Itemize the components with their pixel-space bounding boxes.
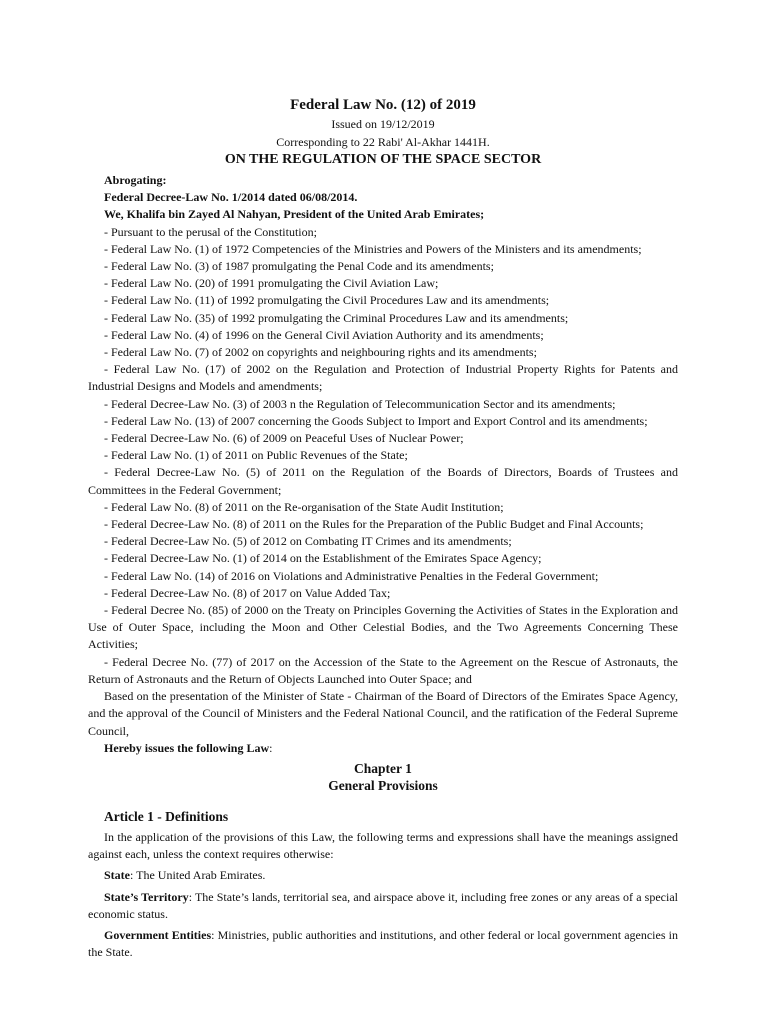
preamble-item: - Federal Decree No. (85) of 2000 on the Treaty on Principles Governing the Activities of States in the Exploration and Use of Outer Space, including the Moon and Other Celestial Bodies, and the Two Agreements Concerning These Activities;: [88, 603, 678, 652]
preamble-item: - Federal Law No. (17) of 2002 on the Regulation and Protection of Industrial Property Rights for Patents and Industrial Designs and Models and amendments;: [88, 362, 678, 394]
definition-text: : Ministries, public authorities and institutions, and other federal or local government agencies in the State.: [88, 927, 678, 960]
article-heading: Article 1 - Definitions: [104, 808, 229, 824]
preamble-item: - Federal Law No. (1) of 1972 Competencies of the Ministries and Powers of the Ministers and its amendments;: [104, 241, 642, 256]
preamble-item: - Federal Law No. (20) of 1991 promulgating the Civil Aviation Law;: [104, 276, 439, 291]
issuer-statement: We, Khalifa bin Zayed Al Nahyan, President of the United Arab Emirates;: [104, 207, 485, 222]
preamble-item: - Federal Decree-Law No. (5) of 2011 on the Regulation of the Boards of Directors, Boards of Trustees and Committees in the Federal Government;: [88, 465, 678, 497]
issues-label: Hereby issues the following Law: [104, 740, 270, 755]
preamble-item: - Pursuant to the perusal of the Constitution;: [104, 224, 317, 239]
preamble-item: - Federal Law No. (35) of 1992 promulgating the Criminal Procedures Law and its amendments;: [104, 310, 569, 325]
abrogating-label: Abrogating:: [104, 173, 167, 187]
definition-text: : The United Arab Emirates.: [130, 868, 266, 883]
preamble-item: - Federal Law No. (14) of 2016 on Violations and Administrative Penalties in the Federal Government;: [104, 568, 599, 583]
definition: [88, 867, 678, 884]
preamble-item: - Federal Decree-Law No. (5) of 2012 on Combating IT Crimes and its amendments;: [104, 534, 512, 549]
preamble-item: - Federal Decree-Law No. (3) of 2003 n the Regulation of Telecommunication Sector and its amendments;: [104, 396, 616, 411]
issues-statement: [88, 740, 678, 757]
preamble-item: - Federal Law No. (3) of 1987 promulgating the Penal Code and its amendments;: [104, 259, 494, 274]
definitions-list: [88, 867, 678, 961]
preamble-item: - Federal Law No. (4) of 1996 on the General Civil Aviation Authority and its amendments;: [104, 327, 544, 342]
preamble-item: - Federal Decree-Law No. (8) of 2011 on the Rules for the Preparation of the Public Budget and Final Accounts;: [104, 517, 644, 532]
issues-colon: :: [269, 740, 273, 755]
issue-date: Issued on 19/12/2019: [331, 117, 435, 131]
hijri-date: Corresponding to 22 Rabi' Al-Akhar 1441H.: [276, 135, 490, 149]
preamble-item: - Federal Decree-Law No. (8) of 2017 on Value Added Tax;: [104, 585, 391, 600]
preamble-item: - Federal Law No. (11) of 1992 promulgating the Civil Procedures Law and its amendments;: [104, 293, 550, 308]
preamble-item: - Federal Law No. (1) of 2011 on Public Revenues of the State;: [104, 448, 408, 463]
preamble-item: - Federal Decree No. (77) of 2017 on the Accession of the State to the Agreement on the Rescue of Astronauts, the Return of Astronauts and the Return of Objects Launched into Outer Space; and: [88, 654, 678, 686]
preamble-item: - Federal Decree-Law No. (6) of 2009 on Peaceful Uses of Nuclear Power;: [104, 431, 464, 446]
preamble-item: - Federal Law No. (8) of 2011 on the Re-organisation of the State Audit Institution;: [104, 499, 504, 514]
definition: [88, 889, 678, 923]
law-subject: ON THE REGULATION OF THE SPACE SECTOR: [224, 152, 542, 167]
definition-term: State: [104, 868, 130, 883]
chapter-number: Chapter 1: [354, 760, 412, 776]
article-intro: In the application of the provisions of this Law, the following terms and expressions shall have the meanings assigned against each, unless the context requires otherwise:: [88, 829, 678, 862]
preamble-item: - Federal Law No. (7) of 2002 on copyrights and neighbouring rights and its amendments;: [104, 345, 537, 360]
preamble-item: - Federal Decree-Law No. (1) of 2014 on the Establishment of the Emirates Space Agency;: [104, 551, 542, 566]
abrogated-law: Federal Decree-Law No. 1/2014 dated 06/08/2014.: [104, 190, 358, 205]
chapter-title: General Provisions: [328, 777, 438, 793]
definition: [88, 927, 678, 961]
preamble-item: - Federal Law No. (13) of 2007 concerning the Goods Subject to Import and Export Control and its amendments;: [104, 413, 648, 428]
document-page: [88, 96, 678, 961]
preamble-item: Based on the presentation of the Minister of State - Chairman of the Board of Directors of the Emirates Space Agency, and the approval of the Council of Ministers and the Federal National Council, and the ratification of the Federal Supreme Council,: [88, 689, 678, 738]
definition-text: : The State’s lands, territorial sea, and airspace above it, including free zones or any areas of a special economic status.: [88, 889, 678, 921]
law-title: Federal Law No. (12) of 2019: [290, 97, 476, 113]
preamble-list: [88, 224, 678, 740]
definition-term: Government Entities: [104, 927, 212, 942]
definition-term: State’s Territory: [104, 889, 189, 904]
